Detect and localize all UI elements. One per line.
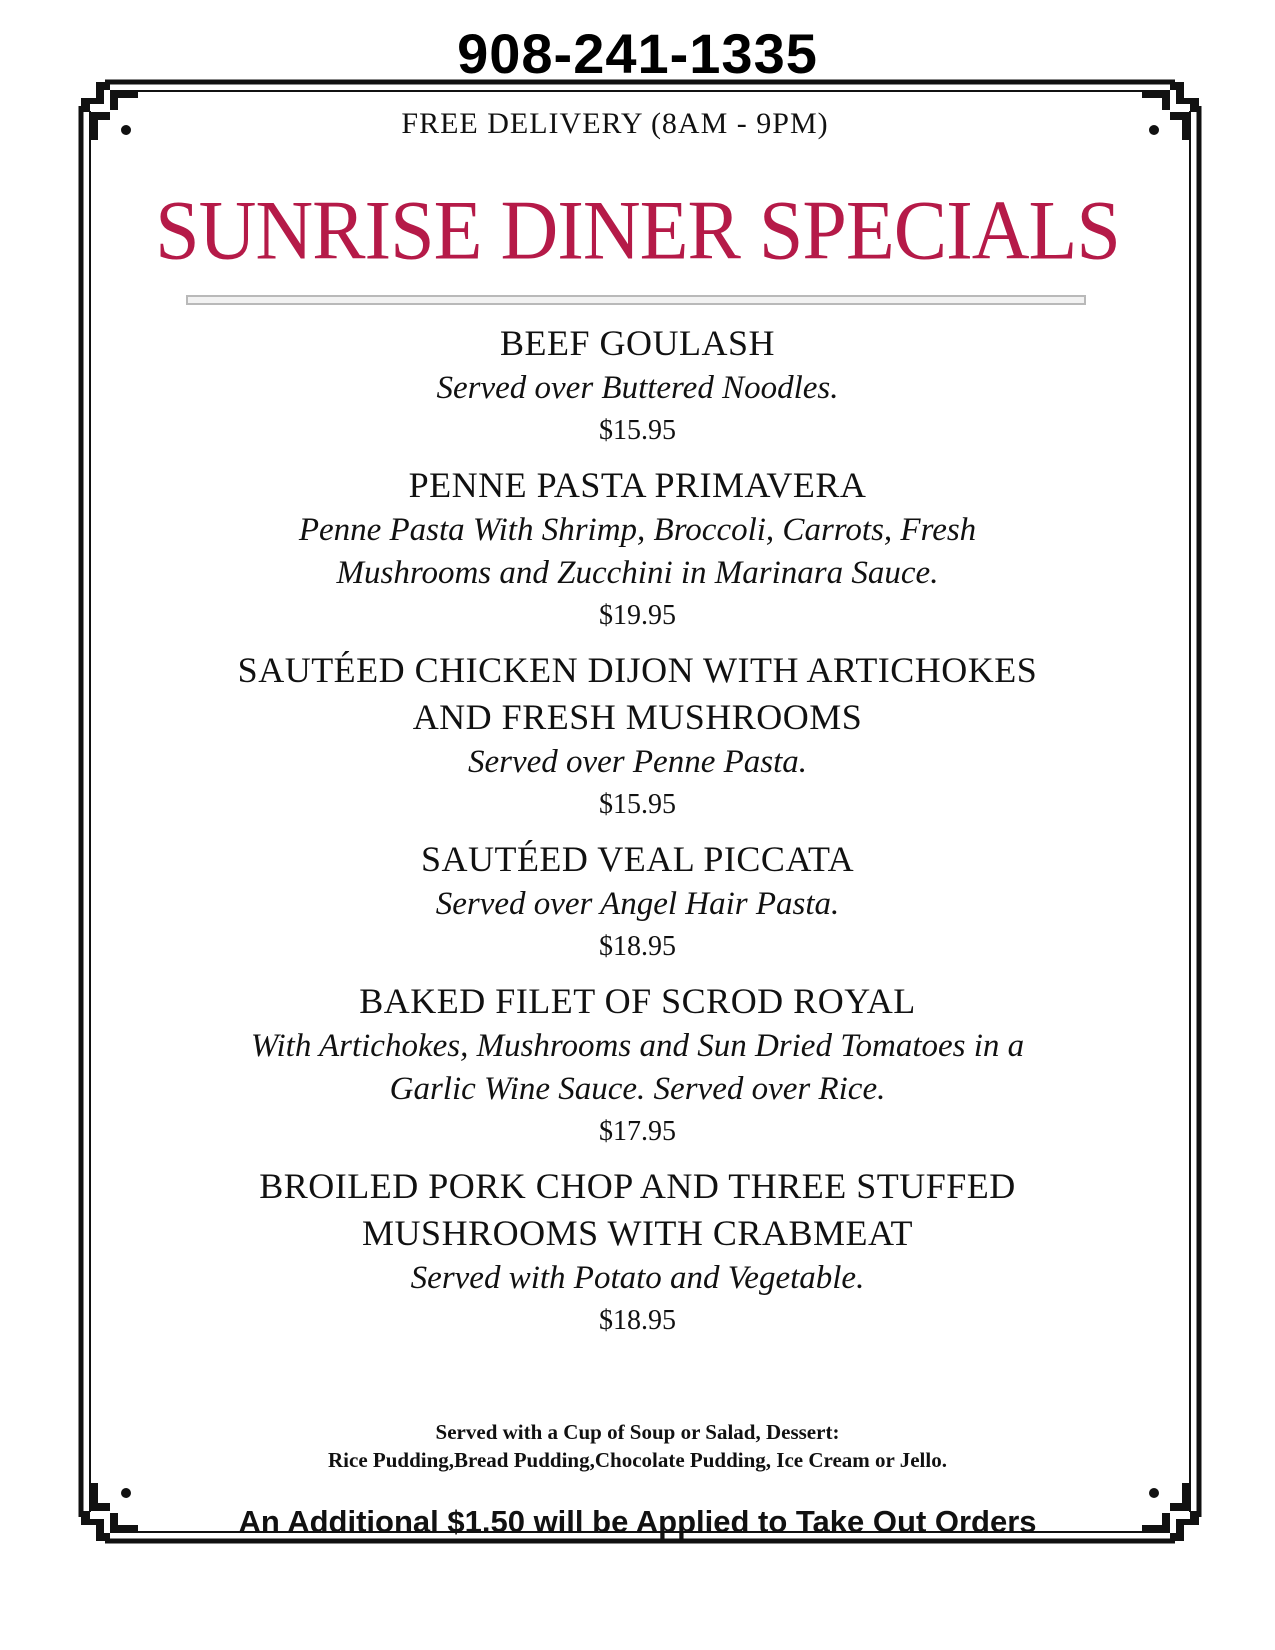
- delivery-hours: FREE DELIVERY (8AM - 9PM): [401, 107, 829, 140]
- menu-item-description: Penne Pasta With Shrimp, Broccoli, Carrots, Fresh: [298, 512, 977, 548]
- menu-item-name: AND FRESH MUSHROOMS: [412, 697, 863, 737]
- takeout-surcharge-note: An Additional $1.50 will be Applied to Take Out Orders: [238, 1504, 1037, 1539]
- menu-item-description: Served with Potato and Vegetable.: [410, 1260, 865, 1296]
- menu-item-price: $15.95: [599, 789, 676, 820]
- menu-item-price: $15.95: [599, 415, 676, 446]
- menu-item: [150, 836, 1125, 968]
- menu-item-price: $19.95: [599, 600, 676, 631]
- menu-item-name: MUSHROOMS WITH CRABMEAT: [362, 1213, 913, 1253]
- served-with-line-1: Served with a Cup of Soup or Salad, Dessert:: [435, 1420, 840, 1444]
- menu-item: [150, 1163, 1125, 1342]
- menu-item-price: $18.95: [599, 1305, 676, 1336]
- menu-item: [150, 462, 1125, 637]
- phone-number: 908-241-1335: [457, 22, 818, 85]
- menu-item: [150, 647, 1125, 826]
- menu-item-name: SAUTÉED VEAL PICCATA: [420, 839, 855, 879]
- menu-item-name: BAKED FILET OF SCROD ROYAL: [359, 981, 916, 1021]
- dessert-options-line: Rice Pudding,Bread Pudding,Chocolate Pudding, Ice Cream or Jello.: [328, 1448, 947, 1472]
- menu-item: [150, 978, 1125, 1153]
- menu-item-description: With Artichokes, Mushrooms and Sun Dried Tomatoes in a: [250, 1028, 1025, 1064]
- menu-item-description: Served over Angel Hair Pasta.: [435, 886, 840, 922]
- specials-list: [150, 320, 1125, 1352]
- menu-item-name: SAUTÉED CHICKEN DIJON WITH ARTICHOKES: [237, 650, 1038, 690]
- menu-item-name: PENNE PASTA PRIMAVERA: [408, 465, 867, 505]
- menu-item-price: $18.95: [599, 931, 676, 962]
- menu-item: [150, 320, 1125, 452]
- title-divider: [186, 295, 1086, 305]
- menu-item-description: Garlic Wine Sauce. Served over Rice.: [389, 1071, 886, 1107]
- menu-item-description: Served over Buttered Noodles.: [436, 370, 839, 406]
- menu-item-description: Served over Penne Pasta.: [467, 744, 808, 780]
- menu-item-name: BROILED PORK CHOP AND THREE STUFFED: [259, 1166, 1016, 1206]
- menu-item-description: Mushrooms and Zucchini in Marinara Sauce.: [336, 555, 939, 591]
- served-with-note: [0, 1418, 1275, 1474]
- menu-item-price: $17.95: [599, 1116, 676, 1147]
- menu-title: SUNRISE DINER SPECIALS: [155, 184, 1120, 278]
- menu-item-name: BEEF GOULASH: [499, 323, 775, 363]
